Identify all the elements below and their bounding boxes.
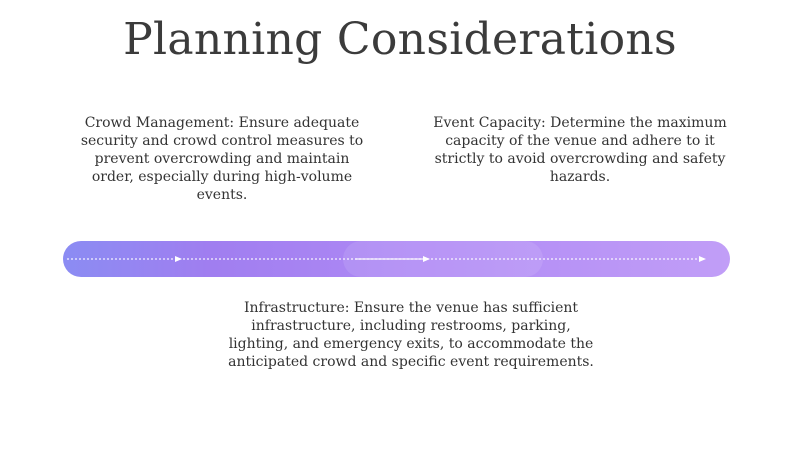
arrow-right-icon	[175, 256, 182, 262]
arrow-right-icon	[699, 256, 706, 262]
event-capacity-text: Event Capacity: Determine the maximum capacity of the venue and adhere to it strictly to avoid overcrowding and safety hazards.	[433, 115, 727, 185]
crowd-management-text: Crowd Management: Ensure adequate security and crowd control measures to prevent overcrowding and maintain order, especially during high-volume events.	[80, 115, 364, 203]
infrastructure-text: Infrastructure: Ensure the venue has sufficient infrastructure, including restrooms, parking, lighting, and emergency exits, to accommodate the anticipated crowd and specific event requirements.	[228, 300, 594, 370]
timeline-bar	[63, 241, 730, 277]
timeline-arrows	[63, 241, 730, 277]
arrow-right-icon	[423, 256, 430, 262]
slide-title: Planning Considerations	[123, 14, 677, 65]
